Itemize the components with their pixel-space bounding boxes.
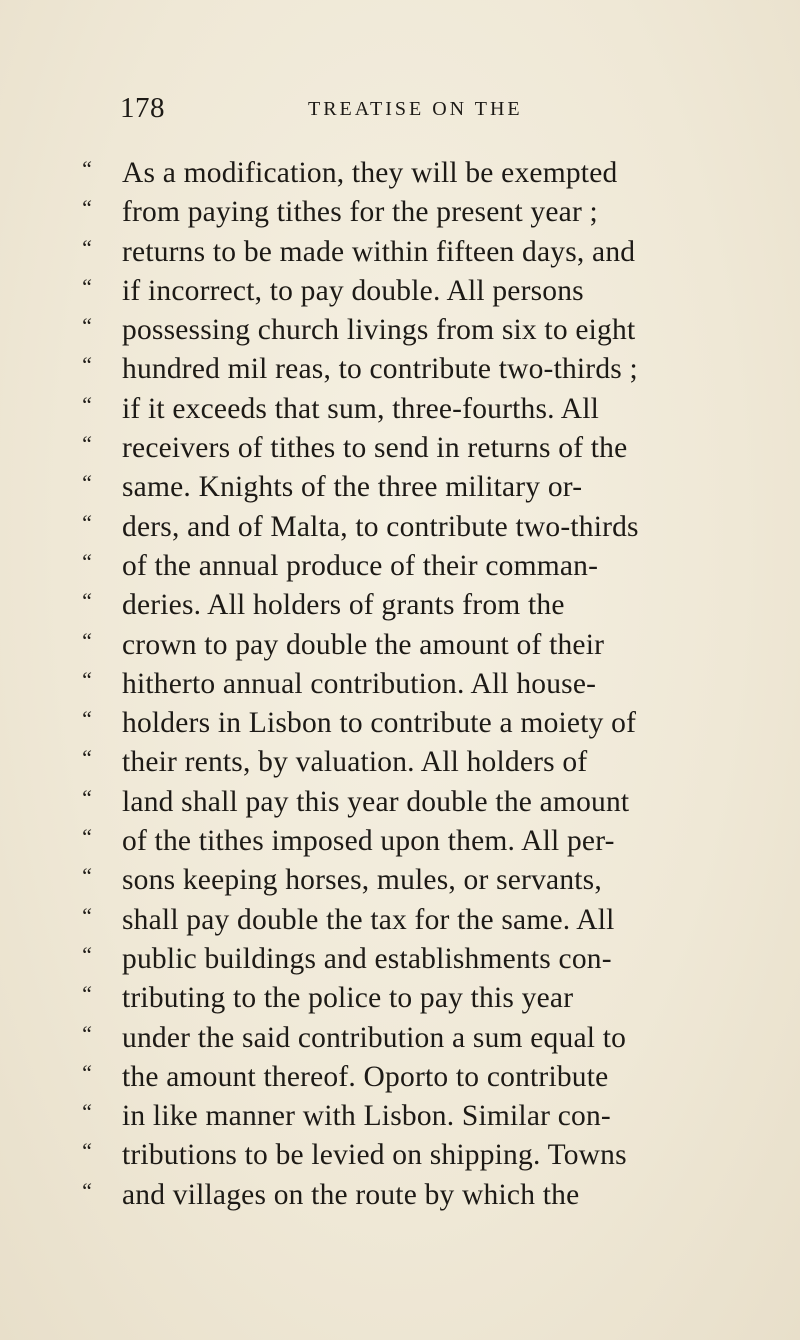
text-line xyxy=(80,311,740,350)
line-text: As a modification, they will be exempted xyxy=(122,157,618,189)
opening-quote-mark: “ xyxy=(80,666,93,692)
opening-quote-mark: “ xyxy=(80,745,93,771)
line-text: of the annual produce of their comman- xyxy=(122,549,599,582)
line-text: public buildings and establishments con- xyxy=(122,942,612,975)
text-line xyxy=(80,233,740,272)
opening-quote-mark: “ xyxy=(80,391,93,417)
line-text: hundred mil reas, to contribute two-thirds ; xyxy=(122,353,638,386)
opening-quote-mark: “ xyxy=(80,234,93,260)
running-head: TREATISE ON THE xyxy=(308,98,523,120)
text-line xyxy=(80,979,740,1018)
line-text: crown to pay double the amount of their xyxy=(122,628,605,661)
opening-quote-mark: “ xyxy=(80,1020,93,1046)
text-line xyxy=(80,429,740,468)
line-text: holders in Lisbon to contribute a moiety of xyxy=(122,707,637,740)
text-line xyxy=(80,272,740,311)
line-text: sons keeping horses, mules, or servants, xyxy=(122,864,602,897)
text-line xyxy=(80,390,740,429)
text-line xyxy=(80,783,740,822)
line-text: land shall pay this year double the amount xyxy=(122,785,630,818)
text-line xyxy=(80,586,740,625)
opening-quote-mark: “ xyxy=(80,981,93,1007)
text-line xyxy=(80,547,740,586)
line-text: and villages on the route by which the xyxy=(122,1178,580,1211)
opening-quote-mark: “ xyxy=(80,313,93,339)
opening-quote-mark: “ xyxy=(80,195,93,221)
text-line xyxy=(80,1136,740,1175)
opening-quote-mark: “ xyxy=(80,509,93,535)
line-text: tributing to the police to pay this year xyxy=(122,982,574,1015)
opening-quote-mark: “ xyxy=(80,784,93,810)
line-text: their rents, by valuation. All holders of xyxy=(122,746,588,779)
opening-quote-mark: “ xyxy=(80,824,93,850)
line-text: of the tithes imposed upon them. All per- xyxy=(122,825,615,858)
text-line xyxy=(80,940,740,979)
text-line xyxy=(80,1176,740,1215)
line-text: the amount thereof. Oporto to contribute xyxy=(122,1060,609,1093)
opening-quote-mark: “ xyxy=(80,1138,93,1164)
text-line xyxy=(80,743,740,782)
line-text: if it exceeds that sum, three-fourths. All xyxy=(122,392,600,425)
text-line xyxy=(80,468,740,507)
text-line xyxy=(80,626,740,665)
line-text: from paying tithes for the present year ; xyxy=(122,196,598,229)
line-text: possessing church livings from six to eight xyxy=(122,314,636,347)
line-text: deries. All holders of grants from the xyxy=(122,589,565,622)
line-text: in like manner with Lisbon. Similar con- xyxy=(122,1100,611,1133)
opening-quote-mark: “ xyxy=(80,470,93,496)
line-text: same. Knights of the three military or- xyxy=(122,471,583,504)
text-line xyxy=(80,822,740,861)
text-line xyxy=(80,665,740,704)
opening-quote-mark: “ xyxy=(80,863,93,889)
opening-quote-mark: “ xyxy=(80,902,93,928)
text-line xyxy=(80,1097,740,1136)
line-text: shall pay double the tax for the same. All xyxy=(122,903,615,936)
text-line xyxy=(80,508,740,547)
line-text: under the said contribution a sum equal to xyxy=(122,1021,627,1054)
opening-quote-mark: “ xyxy=(80,627,93,653)
text-line xyxy=(80,193,740,232)
text-line xyxy=(80,154,740,193)
page-header xyxy=(120,92,740,132)
line-text: ders, and of Malta, to contribute two-thirds xyxy=(122,510,639,543)
line-text: returns to be made within fifteen days, and xyxy=(122,235,636,268)
opening-quote-mark: “ xyxy=(80,588,93,614)
opening-quote-mark: “ xyxy=(80,273,93,299)
text-line xyxy=(80,861,740,900)
page-number: 178 xyxy=(120,92,165,124)
opening-quote-mark: “ xyxy=(80,156,93,181)
opening-quote-mark: “ xyxy=(80,1059,93,1085)
opening-quote-mark: “ xyxy=(80,706,93,732)
text-line xyxy=(80,1019,740,1058)
text-line xyxy=(80,1058,740,1097)
text-line xyxy=(80,901,740,940)
line-text: hitherto annual contribution. All house- xyxy=(122,667,597,700)
opening-quote-mark: “ xyxy=(80,431,93,457)
line-text: if incorrect, to pay double. All persons xyxy=(122,274,584,307)
text-line xyxy=(80,350,740,389)
opening-quote-mark: “ xyxy=(80,548,93,574)
opening-quote-mark: “ xyxy=(80,1177,93,1203)
text-line xyxy=(80,704,740,743)
body-text xyxy=(80,154,740,1215)
opening-quote-mark: “ xyxy=(80,941,93,967)
line-text: tributions to be levied on shipping. Towns xyxy=(122,1139,627,1172)
opening-quote-mark: “ xyxy=(80,352,93,378)
opening-quote-mark: “ xyxy=(80,1099,93,1125)
line-text: receivers of tithes to send in returns of the xyxy=(122,432,628,465)
